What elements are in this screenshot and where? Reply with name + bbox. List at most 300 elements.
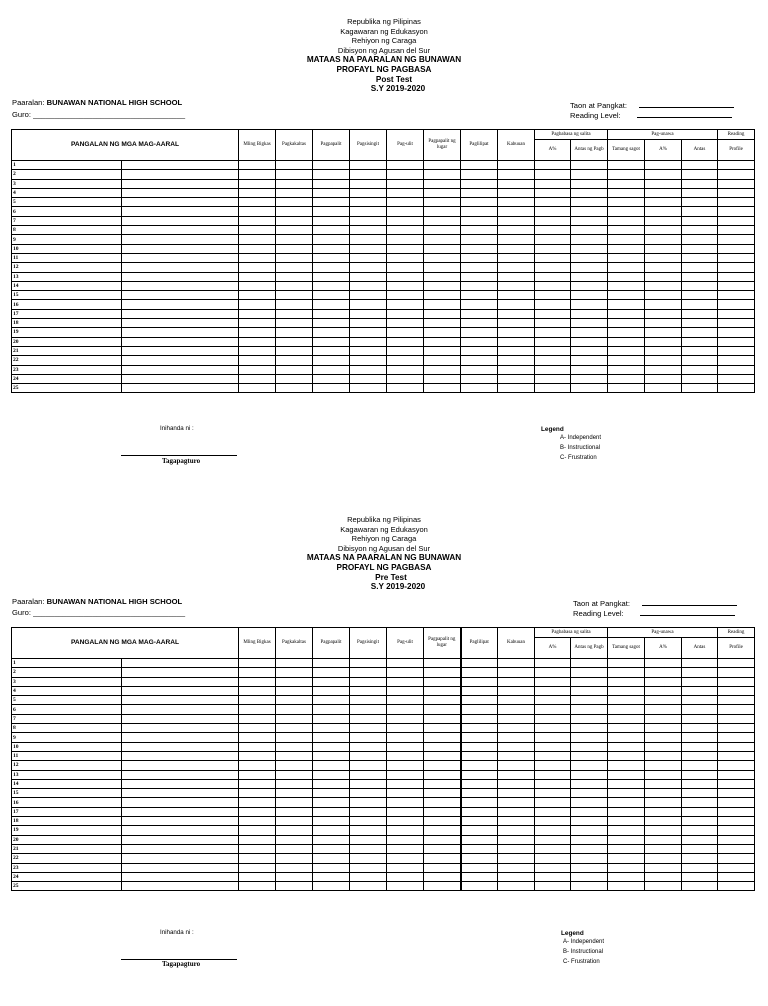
- score-cell[interactable]: [571, 337, 608, 346]
- score-cell[interactable]: [571, 770, 608, 779]
- score-cell[interactable]: [645, 207, 682, 216]
- score-cell[interactable]: [239, 170, 276, 179]
- score-cell[interactable]: [350, 170, 387, 179]
- score-cell[interactable]: [608, 872, 645, 881]
- score-cell[interactable]: [350, 365, 387, 374]
- score-cell[interactable]: [645, 807, 682, 816]
- score-cell[interactable]: [645, 188, 682, 197]
- score-cell[interactable]: [535, 724, 571, 733]
- score-cell[interactable]: [461, 835, 498, 844]
- score-cell[interactable]: [535, 872, 571, 881]
- score-cell[interactable]: [239, 319, 276, 328]
- student-name-cell[interactable]: [122, 374, 239, 383]
- score-cell[interactable]: [276, 244, 313, 253]
- score-cell[interactable]: [718, 328, 755, 337]
- score-cell[interactable]: [571, 253, 608, 262]
- score-cell[interactable]: [498, 659, 535, 668]
- score-cell[interactable]: [682, 365, 718, 374]
- score-cell[interactable]: [682, 356, 718, 365]
- score-cell[interactable]: [461, 328, 498, 337]
- score-cell[interactable]: [350, 677, 387, 686]
- score-cell[interactable]: [682, 696, 718, 705]
- score-cell[interactable]: [645, 835, 682, 844]
- score-cell[interactable]: [608, 724, 645, 733]
- score-cell[interactable]: [535, 789, 571, 798]
- student-name-cell[interactable]: [122, 714, 239, 723]
- score-cell[interactable]: [461, 705, 498, 714]
- score-cell[interactable]: [276, 677, 313, 686]
- score-cell[interactable]: [645, 319, 682, 328]
- score-cell[interactable]: [313, 863, 350, 872]
- score-cell[interactable]: [682, 882, 718, 891]
- score-cell[interactable]: [424, 253, 461, 262]
- student-name-cell[interactable]: [122, 170, 239, 179]
- score-cell[interactable]: [276, 872, 313, 881]
- score-cell[interactable]: [239, 300, 276, 309]
- score-cell[interactable]: [276, 328, 313, 337]
- score-cell[interactable]: [239, 346, 276, 355]
- score-cell[interactable]: [313, 789, 350, 798]
- score-cell[interactable]: [645, 668, 682, 677]
- score-cell[interactable]: [313, 751, 350, 760]
- score-cell[interactable]: [239, 668, 276, 677]
- score-cell[interactable]: [387, 281, 424, 290]
- score-cell[interactable]: [424, 365, 461, 374]
- score-cell[interactable]: [608, 854, 645, 863]
- score-cell[interactable]: [718, 872, 755, 881]
- score-cell[interactable]: [682, 789, 718, 798]
- score-cell[interactable]: [718, 179, 755, 188]
- score-cell[interactable]: [682, 226, 718, 235]
- score-cell[interactable]: [645, 817, 682, 826]
- score-cell[interactable]: [461, 696, 498, 705]
- score-cell[interactable]: [498, 705, 535, 714]
- score-cell[interactable]: [535, 751, 571, 760]
- student-name-cell[interactable]: [122, 789, 239, 798]
- score-cell[interactable]: [682, 188, 718, 197]
- score-cell[interactable]: [682, 714, 718, 723]
- score-cell[interactable]: [387, 161, 424, 170]
- score-cell[interactable]: [239, 844, 276, 853]
- score-cell[interactable]: [239, 770, 276, 779]
- student-name-cell[interactable]: [122, 384, 239, 393]
- score-cell[interactable]: [424, 798, 461, 807]
- score-cell[interactable]: [276, 751, 313, 760]
- student-name-cell[interactable]: [122, 696, 239, 705]
- score-cell[interactable]: [350, 770, 387, 779]
- score-cell[interactable]: [350, 844, 387, 853]
- score-cell[interactable]: [461, 733, 498, 742]
- teacher-field[interactable]: Guro: ____________________________________: [12, 110, 186, 119]
- score-cell[interactable]: [461, 770, 498, 779]
- score-cell[interactable]: [276, 300, 313, 309]
- score-cell[interactable]: [571, 807, 608, 816]
- score-cell[interactable]: [682, 300, 718, 309]
- score-cell[interactable]: [350, 826, 387, 835]
- score-cell[interactable]: [682, 779, 718, 788]
- score-cell[interactable]: [387, 263, 424, 272]
- score-cell[interactable]: [498, 226, 535, 235]
- score-cell[interactable]: [718, 761, 755, 770]
- score-cell[interactable]: [535, 253, 571, 262]
- student-name-cell[interactable]: [122, 281, 239, 290]
- score-cell[interactable]: [571, 319, 608, 328]
- score-cell[interactable]: [571, 863, 608, 872]
- score-cell[interactable]: [498, 319, 535, 328]
- score-cell[interactable]: [461, 263, 498, 272]
- score-cell[interactable]: [608, 309, 645, 318]
- score-cell[interactable]: [387, 714, 424, 723]
- student-name-cell[interactable]: [122, 328, 239, 337]
- score-cell[interactable]: [718, 724, 755, 733]
- score-cell[interactable]: [535, 761, 571, 770]
- score-cell[interactable]: [424, 188, 461, 197]
- score-cell[interactable]: [461, 309, 498, 318]
- score-cell[interactable]: [313, 198, 350, 207]
- score-cell[interactable]: [350, 281, 387, 290]
- score-cell[interactable]: [645, 751, 682, 760]
- score-cell[interactable]: [498, 770, 535, 779]
- student-name-cell[interactable]: [122, 779, 239, 788]
- score-cell[interactable]: [424, 384, 461, 393]
- score-cell[interactable]: [571, 696, 608, 705]
- score-cell[interactable]: [682, 826, 718, 835]
- student-name-cell[interactable]: [122, 244, 239, 253]
- score-cell[interactable]: [350, 835, 387, 844]
- score-cell[interactable]: [313, 686, 350, 695]
- score-cell[interactable]: [239, 198, 276, 207]
- score-cell[interactable]: [239, 374, 276, 383]
- score-cell[interactable]: [608, 668, 645, 677]
- score-cell[interactable]: [535, 207, 571, 216]
- score-cell[interactable]: [424, 835, 461, 844]
- score-cell[interactable]: [535, 807, 571, 816]
- score-cell[interactable]: [498, 263, 535, 272]
- score-cell[interactable]: [608, 161, 645, 170]
- score-cell[interactable]: [535, 882, 571, 891]
- score-cell[interactable]: [313, 733, 350, 742]
- score-cell[interactable]: [682, 844, 718, 853]
- score-cell[interactable]: [718, 686, 755, 695]
- score-cell[interactable]: [313, 300, 350, 309]
- score-cell[interactable]: [424, 751, 461, 760]
- score-cell[interactable]: [535, 337, 571, 346]
- score-cell[interactable]: [682, 319, 718, 328]
- score-cell[interactable]: [498, 696, 535, 705]
- score-cell[interactable]: [535, 374, 571, 383]
- score-cell[interactable]: [535, 161, 571, 170]
- score-cell[interactable]: [535, 798, 571, 807]
- score-cell[interactable]: [718, 835, 755, 844]
- score-cell[interactable]: [608, 374, 645, 383]
- score-cell[interactable]: [387, 207, 424, 216]
- score-cell[interactable]: [239, 337, 276, 346]
- score-cell[interactable]: [276, 779, 313, 788]
- score-cell[interactable]: [645, 244, 682, 253]
- score-cell[interactable]: [350, 291, 387, 300]
- score-cell[interactable]: [350, 356, 387, 365]
- score-cell[interactable]: [498, 714, 535, 723]
- score-cell[interactable]: [461, 714, 498, 723]
- score-cell[interactable]: [424, 319, 461, 328]
- score-cell[interactable]: [313, 724, 350, 733]
- score-cell[interactable]: [350, 384, 387, 393]
- score-cell[interactable]: [718, 263, 755, 272]
- student-name-cell[interactable]: [122, 854, 239, 863]
- score-cell[interactable]: [461, 179, 498, 188]
- student-name-cell[interactable]: [122, 356, 239, 365]
- score-cell[interactable]: [387, 705, 424, 714]
- score-cell[interactable]: [313, 179, 350, 188]
- score-cell[interactable]: [571, 384, 608, 393]
- score-cell[interactable]: [571, 226, 608, 235]
- score-cell[interactable]: [239, 705, 276, 714]
- score-cell[interactable]: [535, 188, 571, 197]
- student-name-cell[interactable]: [122, 817, 239, 826]
- score-cell[interactable]: [424, 807, 461, 816]
- score-cell[interactable]: [461, 356, 498, 365]
- score-cell[interactable]: [571, 789, 608, 798]
- score-cell[interactable]: [498, 779, 535, 788]
- score-cell[interactable]: [387, 761, 424, 770]
- score-cell[interactable]: [313, 677, 350, 686]
- score-cell[interactable]: [424, 235, 461, 244]
- score-cell[interactable]: [350, 882, 387, 891]
- score-cell[interactable]: [498, 751, 535, 760]
- score-cell[interactable]: [276, 226, 313, 235]
- score-cell[interactable]: [239, 863, 276, 872]
- score-cell[interactable]: [239, 207, 276, 216]
- score-cell[interactable]: [313, 779, 350, 788]
- score-cell[interactable]: [718, 365, 755, 374]
- score-cell[interactable]: [350, 328, 387, 337]
- score-cell[interactable]: [387, 696, 424, 705]
- score-cell[interactable]: [571, 761, 608, 770]
- score-cell[interactable]: [682, 374, 718, 383]
- student-name-cell[interactable]: [122, 733, 239, 742]
- score-cell[interactable]: [645, 761, 682, 770]
- score-cell[interactable]: [276, 705, 313, 714]
- score-cell[interactable]: [498, 384, 535, 393]
- score-cell[interactable]: [276, 198, 313, 207]
- score-cell[interactable]: [608, 281, 645, 290]
- score-cell[interactable]: [498, 281, 535, 290]
- score-cell[interactable]: [645, 374, 682, 383]
- score-cell[interactable]: [313, 161, 350, 170]
- score-cell[interactable]: [276, 337, 313, 346]
- score-cell[interactable]: [276, 686, 313, 695]
- score-cell[interactable]: [498, 798, 535, 807]
- score-cell[interactable]: [424, 789, 461, 798]
- score-cell[interactable]: [276, 817, 313, 826]
- score-cell[interactable]: [645, 272, 682, 281]
- score-cell[interactable]: [239, 789, 276, 798]
- score-cell[interactable]: [239, 235, 276, 244]
- score-cell[interactable]: [387, 346, 424, 355]
- score-cell[interactable]: [571, 686, 608, 695]
- score-cell[interactable]: [350, 779, 387, 788]
- score-cell[interactable]: [498, 872, 535, 881]
- score-cell[interactable]: [387, 854, 424, 863]
- score-cell[interactable]: [498, 844, 535, 853]
- score-cell[interactable]: [276, 714, 313, 723]
- score-cell[interactable]: [424, 226, 461, 235]
- score-cell[interactable]: [239, 733, 276, 742]
- score-cell[interactable]: [608, 319, 645, 328]
- score-cell[interactable]: [718, 346, 755, 355]
- score-cell[interactable]: [498, 356, 535, 365]
- score-cell[interactable]: [461, 844, 498, 853]
- score-cell[interactable]: [571, 882, 608, 891]
- score-cell[interactable]: [424, 198, 461, 207]
- score-cell[interactable]: [645, 770, 682, 779]
- score-cell[interactable]: [350, 872, 387, 881]
- score-cell[interactable]: [350, 272, 387, 281]
- score-cell[interactable]: [350, 659, 387, 668]
- score-cell[interactable]: [313, 835, 350, 844]
- score-cell[interactable]: [276, 882, 313, 891]
- score-cell[interactable]: [498, 346, 535, 355]
- score-cell[interactable]: [645, 216, 682, 225]
- score-cell[interactable]: [387, 365, 424, 374]
- score-cell[interactable]: [313, 328, 350, 337]
- score-cell[interactable]: [350, 161, 387, 170]
- score-cell[interactable]: [239, 817, 276, 826]
- student-name-cell[interactable]: [122, 319, 239, 328]
- score-cell[interactable]: [387, 356, 424, 365]
- score-cell[interactable]: [387, 170, 424, 179]
- student-name-cell[interactable]: [122, 807, 239, 816]
- score-cell[interactable]: [645, 263, 682, 272]
- score-cell[interactable]: [718, 226, 755, 235]
- score-cell[interactable]: [645, 161, 682, 170]
- score-cell[interactable]: [498, 207, 535, 216]
- score-cell[interactable]: [313, 374, 350, 383]
- score-cell[interactable]: [239, 659, 276, 668]
- score-cell[interactable]: [535, 668, 571, 677]
- score-cell[interactable]: [424, 761, 461, 770]
- score-cell[interactable]: [682, 742, 718, 751]
- score-cell[interactable]: [313, 742, 350, 751]
- score-cell[interactable]: [313, 216, 350, 225]
- score-cell[interactable]: [424, 337, 461, 346]
- student-name-cell[interactable]: [122, 826, 239, 835]
- score-cell[interactable]: [682, 751, 718, 760]
- score-cell[interactable]: [645, 346, 682, 355]
- score-cell[interactable]: [239, 761, 276, 770]
- score-cell[interactable]: [682, 817, 718, 826]
- score-cell[interactable]: [461, 882, 498, 891]
- student-name-cell[interactable]: [122, 677, 239, 686]
- score-cell[interactable]: [350, 300, 387, 309]
- score-cell[interactable]: [535, 686, 571, 695]
- score-cell[interactable]: [461, 668, 498, 677]
- score-cell[interactable]: [387, 751, 424, 760]
- score-cell[interactable]: [571, 235, 608, 244]
- score-cell[interactable]: [313, 882, 350, 891]
- score-cell[interactable]: [535, 696, 571, 705]
- score-cell[interactable]: [608, 207, 645, 216]
- score-cell[interactable]: [571, 263, 608, 272]
- score-cell[interactable]: [718, 751, 755, 760]
- score-cell[interactable]: [387, 872, 424, 881]
- score-cell[interactable]: [350, 207, 387, 216]
- score-cell[interactable]: [682, 263, 718, 272]
- score-cell[interactable]: [461, 170, 498, 179]
- student-name-cell[interactable]: [122, 179, 239, 188]
- score-cell[interactable]: [535, 235, 571, 244]
- score-cell[interactable]: [571, 328, 608, 337]
- score-cell[interactable]: [718, 807, 755, 816]
- score-cell[interactable]: [571, 835, 608, 844]
- score-cell[interactable]: [682, 770, 718, 779]
- score-cell[interactable]: [498, 668, 535, 677]
- score-cell[interactable]: [682, 724, 718, 733]
- score-cell[interactable]: [313, 826, 350, 835]
- score-cell[interactable]: [239, 365, 276, 374]
- score-cell[interactable]: [718, 770, 755, 779]
- score-cell[interactable]: [682, 872, 718, 881]
- score-cell[interactable]: [571, 374, 608, 383]
- score-cell[interactable]: [645, 659, 682, 668]
- score-cell[interactable]: [461, 337, 498, 346]
- score-cell[interactable]: [424, 281, 461, 290]
- score-cell[interactable]: [571, 356, 608, 365]
- score-cell[interactable]: [461, 346, 498, 355]
- score-cell[interactable]: [608, 226, 645, 235]
- student-name-cell[interactable]: [122, 161, 239, 170]
- score-cell[interactable]: [239, 686, 276, 695]
- score-cell[interactable]: [608, 170, 645, 179]
- score-cell[interactable]: [313, 281, 350, 290]
- score-cell[interactable]: [276, 770, 313, 779]
- score-cell[interactable]: [387, 863, 424, 872]
- score-cell[interactable]: [571, 281, 608, 290]
- score-cell[interactable]: [645, 714, 682, 723]
- score-cell[interactable]: [313, 854, 350, 863]
- score-cell[interactable]: [424, 356, 461, 365]
- score-cell[interactable]: [718, 244, 755, 253]
- student-name-cell[interactable]: [122, 742, 239, 751]
- student-name-cell[interactable]: [122, 300, 239, 309]
- score-cell[interactable]: [608, 263, 645, 272]
- score-cell[interactable]: [276, 807, 313, 816]
- score-cell[interactable]: [276, 835, 313, 844]
- student-name-cell[interactable]: [122, 872, 239, 881]
- score-cell[interactable]: [608, 272, 645, 281]
- score-cell[interactable]: [535, 281, 571, 290]
- student-name-cell[interactable]: [122, 263, 239, 272]
- score-cell[interactable]: [350, 319, 387, 328]
- score-cell[interactable]: [350, 751, 387, 760]
- score-cell[interactable]: [718, 170, 755, 179]
- score-cell[interactable]: [682, 170, 718, 179]
- score-cell[interactable]: [498, 863, 535, 872]
- score-cell[interactable]: [718, 817, 755, 826]
- score-cell[interactable]: [571, 300, 608, 309]
- score-cell[interactable]: [276, 365, 313, 374]
- score-cell[interactable]: [461, 216, 498, 225]
- score-cell[interactable]: [461, 779, 498, 788]
- score-cell[interactable]: [276, 170, 313, 179]
- student-name-cell[interactable]: [122, 207, 239, 216]
- reading-level-field[interactable]: [570, 110, 732, 120]
- score-cell[interactable]: [350, 374, 387, 383]
- score-cell[interactable]: [350, 807, 387, 816]
- score-cell[interactable]: [387, 779, 424, 788]
- score-cell[interactable]: [608, 356, 645, 365]
- score-cell[interactable]: [608, 733, 645, 742]
